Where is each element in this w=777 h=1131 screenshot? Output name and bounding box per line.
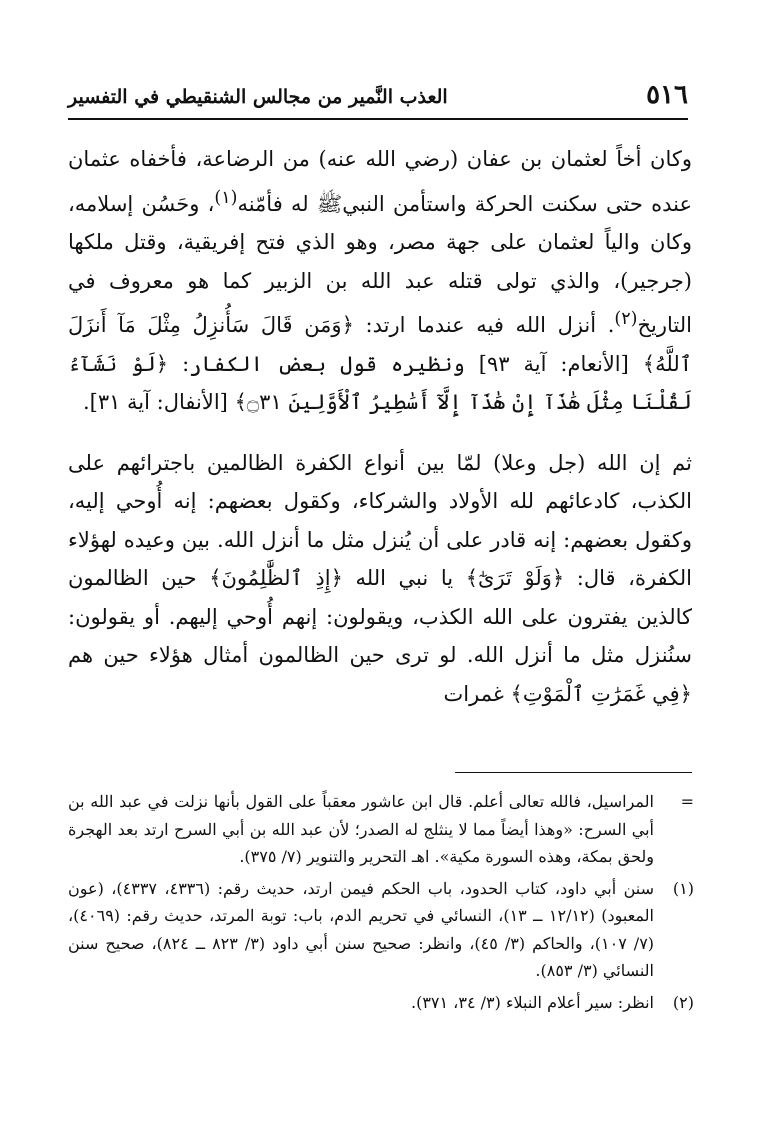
quran-verse: ﴿لَوْ نَشَآءُ لَقُلْنَا مِثْلَ هَٰذَآ إِنْ هَٰذَآ إِلَّآ أَسَٰطِيرُ ٱلْأَوَّلِينَ ۝٣١﴾ [68, 351, 692, 414]
footnote-text: انظر: سير أعلام النبلاء (٣/ ٣٤، ٣٧١). [410, 992, 654, 1012]
footnotes [68, 788, 694, 1020]
page-header [68, 80, 688, 120]
main-text [68, 140, 692, 713]
text-run: غمرات [443, 681, 504, 706]
quran-verse: ﴿إِذِ ٱلظَّٰلِمُونَ﴾ [209, 566, 343, 590]
footnote-marker: (٢) [672, 992, 694, 1012]
footnote-marker: (١) [672, 878, 694, 898]
text-run: حين الظالمون كالذين يفترون على الله الكذب، ويقولون: إنهم أُوحي إليهم. أو يقولون: سنُنزل مثل ما أنزل الله. لو ترى حين الظالمون أمثال هؤلاء حين هم [68, 566, 692, 667]
text-run: ثم إن الله (جل وعلا) لمّا بين أنواع الكفرة الظالمين باجترائهم على الكذب، كادعائهم لله الأولاد والشركاء، وكقول بعضهم: إنه أُوحي إليه، وكقول بعضهم: إنه قادر على أن يُنزل مثل ما أنزل الله. بين وعيده لهؤلاء الكفرة، قال: [68, 450, 692, 590]
text-run: . أنزل الله فيه عندما ارتد: [365, 313, 615, 337]
footnote-text: سنن أبي داود، كتاب الحدود، باب الحكم فيمن ارتد، حديث رقم: (٤٣٣٦، ٤٣٣٧)، (عون المعبود) (١٢/١٢ ــ ١٣)، النسائي في تحريم الدم، باب: توبة المرتد، حديث رقم: (٤٠٦٩)، (٧/ ١٠٧)، والحاكم (٣/ ٤٥)، وانظر: صحيح سنن أبي داود (٣/ ٨٢٣ ــ ٨٢٤)، صحيح سنن النسائي (٣/ ٨٥٣). [68, 878, 655, 980]
footnote-divider [455, 772, 692, 773]
quran-verse: ﴿فِي غَمَرَٰتِ ٱلْمَوْتِ﴾ [510, 681, 692, 706]
footnote [68, 989, 694, 1017]
footnote [68, 875, 694, 985]
quran-verse: ﴿وَمَن قَالَ سَأُنزِلُ مِثْلَ مَآ أَنزَلَ ٱللَّهُ﴾ [68, 313, 693, 376]
text-run: يا نبي الله [355, 566, 454, 590]
footnote-marker: = [680, 792, 694, 811]
text-run: ، وحَسُن إسلامه، وكان والياً لعثمان على جهة مصر، وهو الذي فتح إفريقية، وقتل ملكها (جرجير)، والذي تولى قتله عبد الله بن الزبير كما هو معروف في التاريخ [68, 191, 692, 337]
text-run: [الأنفال: آية ٣١]. [82, 390, 228, 414]
footnote-text: المراسيل، فالله تعالى أعلم. قال ابن عاشور معقباً على القول بأنها نزلت في عبد الله بن أبي السرح: «وهذا أيضاً مما لا ينثلج له الصدر؛ لأن عبد الله بن أبي السرح ارتد بعد الهجرة ولحق بمكة، وهذه السورة مكية». اهـ التحرير والتنوير (٧/ ٣٧٥). [68, 792, 655, 866]
page-number: ٥١٦ [646, 80, 688, 110]
footnote [68, 788, 694, 871]
footnote-ref-1: (١) [214, 187, 238, 208]
text-run: وكان أخاً لعثمان بن عفان (رضي الله عنه) من الرضاعة، فأخفاه عثمان عنده حتى سكنت الحركة واستأمن النبيﷺ له فأمّنه [68, 147, 693, 216]
paragraph-1 [68, 140, 692, 422]
footnote-ref-2: (٢) [614, 309, 638, 329]
running-title: العذب النَّمير من مجالس الشنقيطي في التفسير [68, 86, 448, 108]
quran-verse: ﴿وَلَوْ تَرَىٰٓ﴾ [465, 566, 565, 590]
text-run: [الأنعام: آية ٩٣] ونظيره قول بعض الكفار: [182, 351, 629, 376]
paragraph-2 [68, 444, 692, 714]
